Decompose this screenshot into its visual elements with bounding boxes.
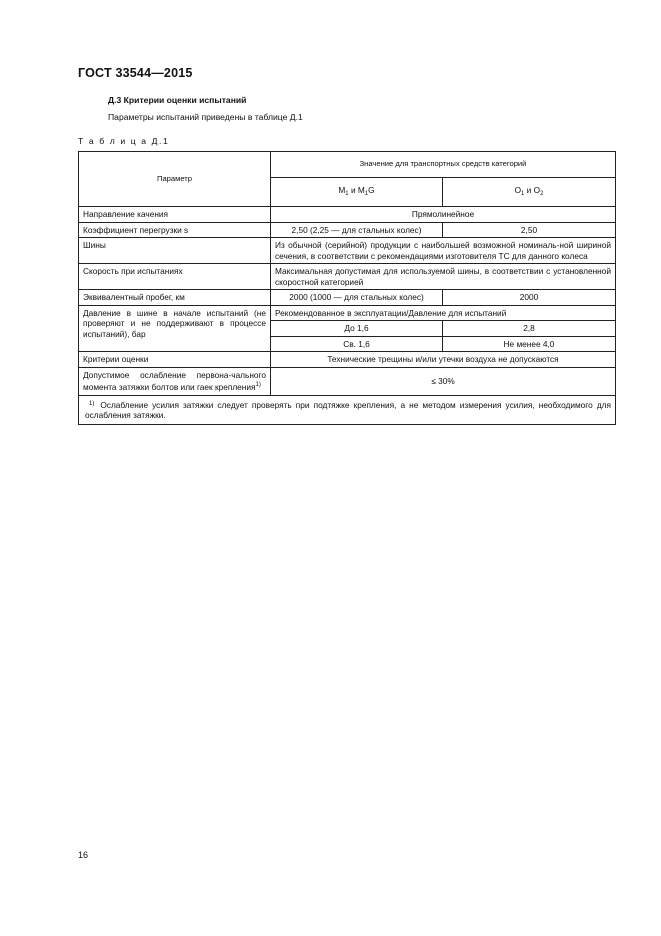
param-loosening: [79, 367, 271, 395]
value-speed: Максимальная допустимая для используемой шины, в соответствии с установленной скоростной категорией: [271, 264, 616, 290]
value-pressure-sub1-col2: 2,8: [443, 321, 616, 337]
intro-text: Параметры испытаний приведены в таблице Д.1: [108, 112, 303, 122]
document-header: ГОСТ 33544—2015: [78, 66, 193, 80]
param-direction: Направление качения: [79, 207, 271, 223]
param-tires: Шины: [79, 238, 271, 264]
table-row-speed: [79, 264, 616, 290]
value-mileage-m1: 2000 (1000 — для стальных колес): [271, 290, 443, 306]
value-tires: Из обычной (серийной) продукции с наибольшей возможной номиналь-ной шириной сечения, в соответствии с рекомендациями изготовителя ТС для данного колеса: [271, 238, 616, 264]
param-loosening-text: Допустимое ослабление первона-чального момента затяжки болтов или гаек крепления: [83, 369, 266, 392]
param-speed: Скорость при испытаниях: [79, 264, 271, 290]
table-row-tires: [79, 238, 616, 264]
value-overload-m1: 2,50 (2,25 — для стальных колес): [271, 222, 443, 238]
param-mileage: Эквивалентный пробег, км: [79, 290, 271, 306]
test-parameters-table: [78, 151, 616, 425]
footnote-mark: 1): [89, 400, 95, 407]
header-param: Параметр: [79, 152, 271, 207]
value-pressure-sub2-col1: Св. 1,6: [271, 336, 443, 352]
footnote-text: Ослабление усилия затяжки следует проверять при подтяжке крепления, а не методом измерения усилия, необходимого для ослабления затяжки.: [85, 399, 611, 420]
value-criteria: Технические трещины и/или утечки воздуха не допускаются: [271, 352, 616, 368]
header-category-o: $O_1$ и $O_2$: [443, 177, 616, 207]
value-pressure-sub2-col2: Не менее 4,0: [443, 336, 616, 352]
value-mileage-o: 2000: [443, 290, 616, 306]
header-value-group: Значение для транспортных средств категорий: [271, 152, 616, 178]
table-row-mileage: [79, 290, 616, 306]
param-pressure: Давление в шине в начале испытаний (не проверяют и не поддерживают в процессе испытаний), бар: [79, 305, 271, 352]
table-footnote-row: [79, 395, 616, 424]
header-category-m1: $M_1$ и $M_1G$: [271, 177, 443, 207]
table-row-overload: [79, 222, 616, 238]
value-pressure-sub1-col1: До 1,6: [271, 321, 443, 337]
table-footnote: [79, 395, 616, 424]
table-row-loosening: [79, 367, 616, 395]
table-row-pressure: [79, 305, 616, 321]
param-overload: Коэффициент перегрузки s: [79, 222, 271, 238]
table-header-row: [79, 152, 616, 178]
page-number: 16: [78, 850, 89, 860]
value-overload-o: 2,50: [443, 222, 616, 238]
table-caption: Т а б л и ц а Д.1: [78, 136, 170, 146]
section-title: Д.3 Критерии оценки испытаний: [108, 95, 247, 105]
value-direction: Прямолинейное: [271, 207, 616, 223]
value-pressure: Рекомендованное в эксплуатации/Давление для испытаний: [271, 305, 616, 321]
value-loosening: ≤ 30%: [271, 367, 616, 395]
footnote-ref: 1): [255, 382, 261, 388]
param-criteria: Критерии оценки: [79, 352, 271, 368]
table-row-direction: [79, 207, 616, 223]
table-row-criteria: [79, 352, 616, 368]
